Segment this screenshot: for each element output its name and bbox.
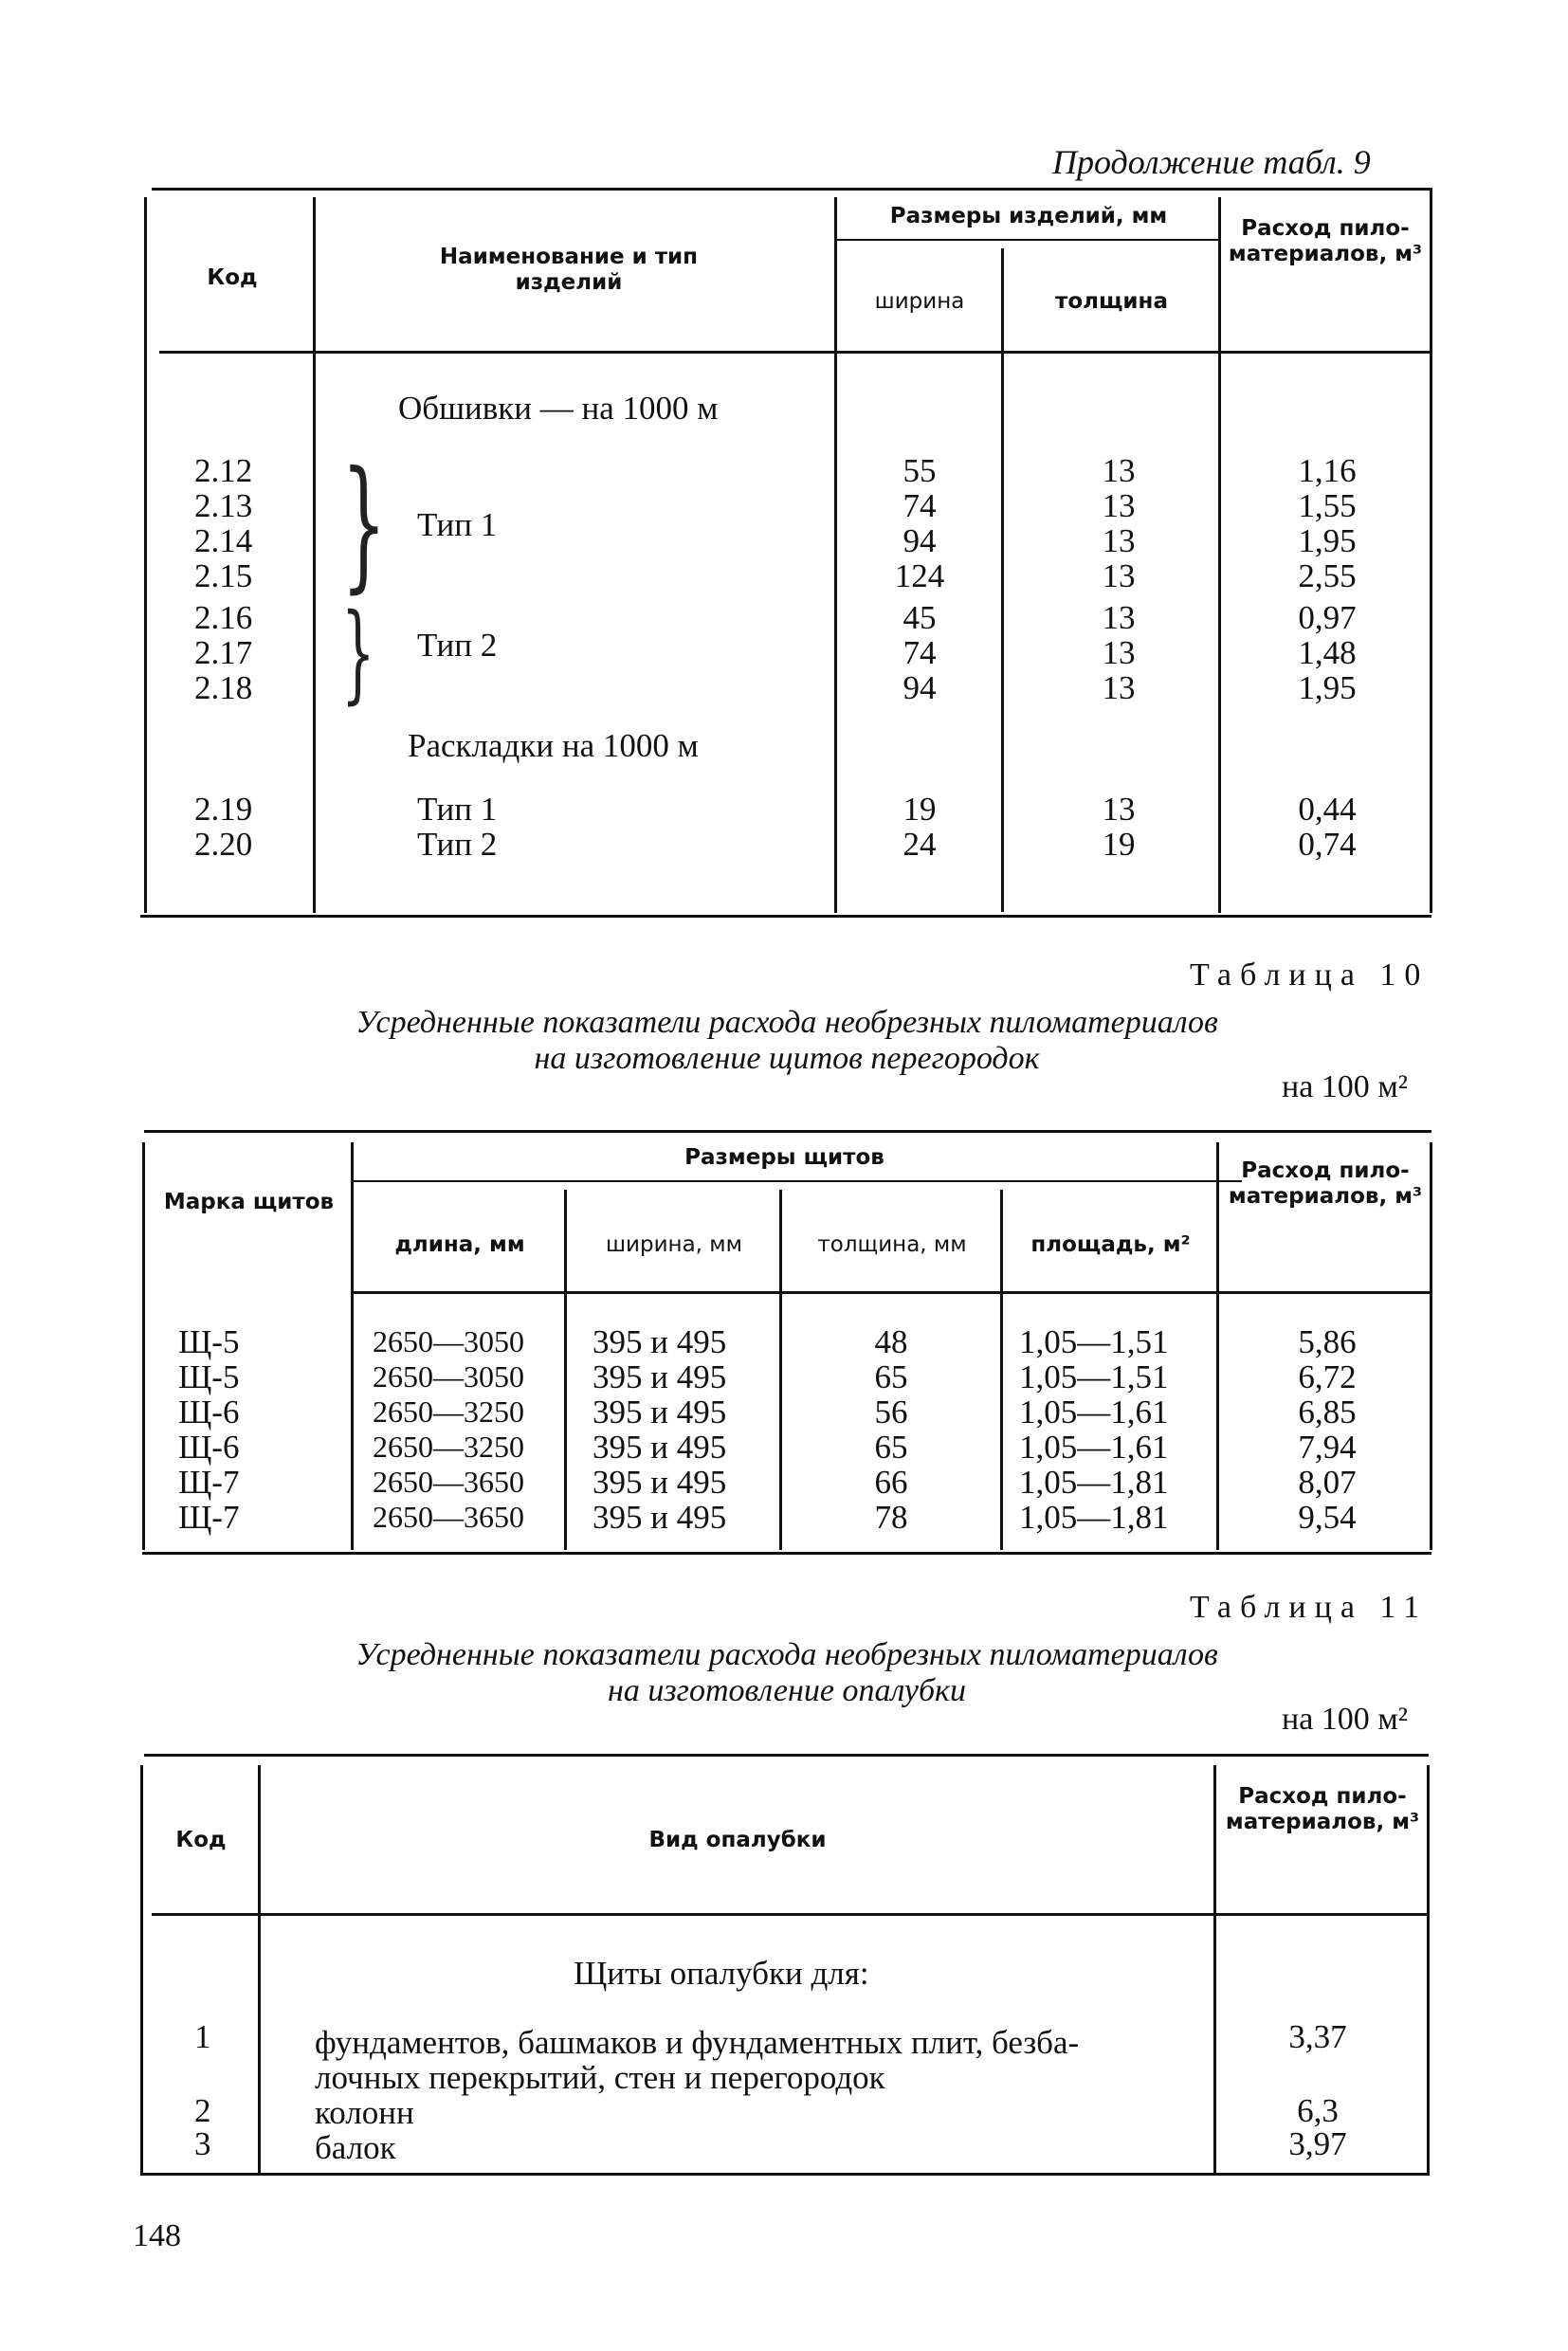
table-cell: 0,97	[1298, 599, 1357, 636]
table10-header-length: длина, мм	[394, 1232, 525, 1257]
table11-row3-code: 3	[194, 2125, 211, 2162]
table-cell: 48	[874, 1323, 908, 1360]
table-cell: 2.16	[194, 599, 253, 636]
table-cell: 1,05—1,61	[1019, 1429, 1169, 1466]
table-cell: 6,85	[1298, 1394, 1357, 1431]
table-cell: 1,05—1,61	[1019, 1394, 1169, 1431]
table9-group2-names	[417, 792, 497, 862]
table10-header-thickness: толщина, мм	[817, 1232, 967, 1257]
table11-header-code: Код	[175, 1828, 227, 1852]
table-cell: 395 и 495	[593, 1499, 727, 1536]
table11-header-consumption: Расход пило-материалов, м³	[1225, 1784, 1420, 1834]
table-cell: 19	[1102, 826, 1136, 863]
table9-group2-widths	[853, 792, 986, 862]
table10-unit-note: на 100 м²	[1282, 1069, 1408, 1104]
page-number: 148	[133, 2218, 181, 2253]
table-cell: 2650—3650	[373, 1465, 524, 1499]
table10-marks	[178, 1324, 239, 1535]
table9-continuation-title: Продолжение табл. 9	[1052, 143, 1371, 181]
table9-type2-label: Тип 2	[417, 627, 498, 664]
table-cell: 395 и 495	[593, 1394, 727, 1431]
table9-group1-codes	[194, 453, 252, 705]
table10-title-line2: на изготовление щитов перегородок	[534, 1041, 1040, 1076]
table10-header-area: площадь, м²	[1030, 1232, 1191, 1257]
table-cell: 74	[903, 634, 937, 671]
table-cell: 13	[1102, 791, 1136, 828]
table-cell: 1,05—1,81	[1019, 1464, 1169, 1501]
table10-consumption	[1251, 1324, 1403, 1535]
table-cell: 1,95	[1298, 522, 1357, 559]
table11-group-title: Щиты опалубки для:	[574, 1955, 869, 1992]
table-cell: 0,74	[1298, 826, 1357, 863]
table-cell: 2.19	[194, 791, 253, 828]
table-cell: Щ-6	[178, 1429, 240, 1466]
table9-group2-consumption	[1251, 792, 1403, 862]
table-cell: 56	[874, 1394, 908, 1431]
table9-header-name: Наименование и тип изделий	[439, 245, 699, 295]
table9-header-code: Код	[207, 265, 258, 290]
table-cell: 2.12	[194, 452, 253, 489]
table-cell: 13	[1102, 557, 1136, 594]
table-cell: 7,94	[1298, 1429, 1357, 1466]
table-cell: 2650—3650	[373, 1500, 524, 1534]
table-cell: 13	[1102, 634, 1136, 671]
table-cell: 94	[903, 522, 937, 559]
table-cell: 19	[903, 791, 937, 828]
table11-row2-consumption: 6,3	[1297, 2092, 1339, 2129]
table-cell: Щ-7	[178, 1464, 240, 1501]
table-cell: 1,05—1,51	[1019, 1358, 1169, 1395]
table-cell: 395 и 495	[593, 1323, 727, 1360]
table-cell: 13	[1102, 522, 1136, 559]
table-cell: 6,72	[1298, 1358, 1357, 1395]
table-cell: 2650—3250	[373, 1430, 524, 1464]
table9-group1-title: Обшивки — на 1000 м	[398, 390, 719, 427]
table-cell: 55	[903, 452, 937, 489]
table-cell: 2.18	[194, 669, 253, 706]
table10-areas	[1019, 1324, 1169, 1535]
table-cell: 24	[903, 826, 937, 863]
table10-header-consumption: Расход пило-материалов, м³	[1228, 1158, 1423, 1209]
table11-header-kind: Вид опалубки	[648, 1828, 827, 1852]
table-cell: Щ-6	[178, 1394, 240, 1431]
table-cell: 395 и 495	[593, 1464, 727, 1501]
table11-row1-consumption: 3,37	[1288, 2018, 1347, 2055]
table9-group2-thickness	[1052, 792, 1185, 862]
table-cell: 1,16	[1298, 452, 1357, 489]
table11-label: Таблица 11	[1190, 1590, 1429, 1625]
table9-group2-title: Раскладки на 1000 м	[408, 727, 699, 764]
table9-header-sizes: Размеры изделий, мм	[889, 204, 1168, 228]
table-cell: 9,54	[1298, 1499, 1357, 1536]
table-cell: 2,55	[1298, 557, 1357, 594]
table9-group1-widths	[853, 453, 986, 705]
table-cell: 395 и 495	[593, 1358, 727, 1395]
table-cell: 2.17	[194, 634, 253, 671]
table-cell: 1,05—1,51	[1019, 1323, 1169, 1360]
table10-header-mark: Марка щитов	[163, 1190, 335, 1214]
table9-header-thickness: толщина	[1055, 289, 1168, 314]
table9-header-consumption: Расход пило-материалов, м³	[1228, 216, 1423, 266]
table10-label: Таблица 10	[1190, 957, 1430, 993]
table11-title-line2: на изготовление опалубки	[608, 1673, 966, 1708]
table-cell: 124	[894, 557, 945, 594]
table-cell: 8,07	[1298, 1464, 1357, 1501]
table10-lengths	[373, 1324, 524, 1535]
table11-row2-kind: колонн	[315, 2094, 414, 2131]
table-cell: 45	[903, 599, 937, 636]
table11-row2-code: 2	[194, 2092, 211, 2129]
table-cell: 1,55	[1298, 487, 1357, 524]
table-cell: 74	[903, 487, 937, 524]
table10-header-sizes: Размеры щитов	[684, 1145, 884, 1170]
table-cell: 2.13	[194, 487, 253, 524]
table-cell: 66	[874, 1464, 908, 1501]
table-cell: 13	[1102, 669, 1136, 706]
table11-row1-kind-line1: фундаментов, башмаков и фундаментных плит, безба-	[315, 2024, 1080, 2061]
table-cell: Тип 2	[417, 826, 498, 863]
table11-title	[190, 1637, 1384, 1709]
table-cell: 65	[874, 1358, 908, 1395]
table-cell: 94	[903, 669, 937, 706]
table-cell: Щ-7	[178, 1499, 240, 1536]
table-cell: Щ-5	[178, 1323, 240, 1360]
table11-unit-note: на 100 м²	[1282, 1702, 1408, 1737]
table11-row3-kind: балок	[315, 2129, 396, 2166]
table11-title-line1: Усредненные показатели расхода необрезных пиломатериалов	[356, 1637, 1218, 1672]
table-cell: 0,44	[1298, 791, 1357, 828]
table10-widths	[593, 1324, 726, 1535]
table-cell: 2650—3050	[373, 1359, 524, 1394]
table-cell: 2.14	[194, 522, 253, 559]
table-cell: 395 и 495	[593, 1429, 727, 1466]
table-cell: 2.15	[194, 557, 253, 594]
table10-header-width: ширина, мм	[606, 1232, 742, 1257]
table-cell: 1,05—1,81	[1019, 1499, 1169, 1536]
table9-group1-thickness	[1052, 453, 1185, 705]
table-cell: 2650—3050	[373, 1324, 524, 1358]
table10-thickness	[815, 1324, 967, 1535]
table-cell: 13	[1102, 599, 1136, 636]
table-cell: 78	[874, 1499, 908, 1536]
table-cell: 2650—3250	[373, 1394, 524, 1429]
table-cell: Тип 1	[417, 791, 498, 828]
table11-row1-kind-line2: лочных перекрытий, стен и перегородок	[315, 2059, 885, 2096]
table11-row3-consumption: 3,97	[1288, 2125, 1347, 2162]
table10-title-line1: Усредненные показатели расхода необрезных пиломатериалов	[356, 1005, 1218, 1040]
table-cell: 5,86	[1298, 1323, 1357, 1360]
table9-header-width: ширина	[874, 289, 965, 314]
table11-row1-code: 1	[194, 2018, 211, 2055]
table9-type1-label: Тип 1	[417, 506, 498, 543]
table9-group2-codes	[194, 792, 252, 862]
table-cell: 65	[874, 1429, 908, 1466]
table9-group1-consumption	[1251, 453, 1403, 705]
table-cell: 13	[1102, 487, 1136, 524]
table10-title	[190, 1005, 1384, 1077]
brace-icon: }	[341, 442, 387, 607]
brace-icon: }	[341, 592, 375, 715]
table-cell: 1,95	[1298, 669, 1357, 706]
table-cell: Щ-5	[178, 1358, 240, 1395]
table-cell: 1,48	[1298, 634, 1357, 671]
table-cell: 2.20	[194, 826, 253, 863]
table-cell: 13	[1102, 452, 1136, 489]
